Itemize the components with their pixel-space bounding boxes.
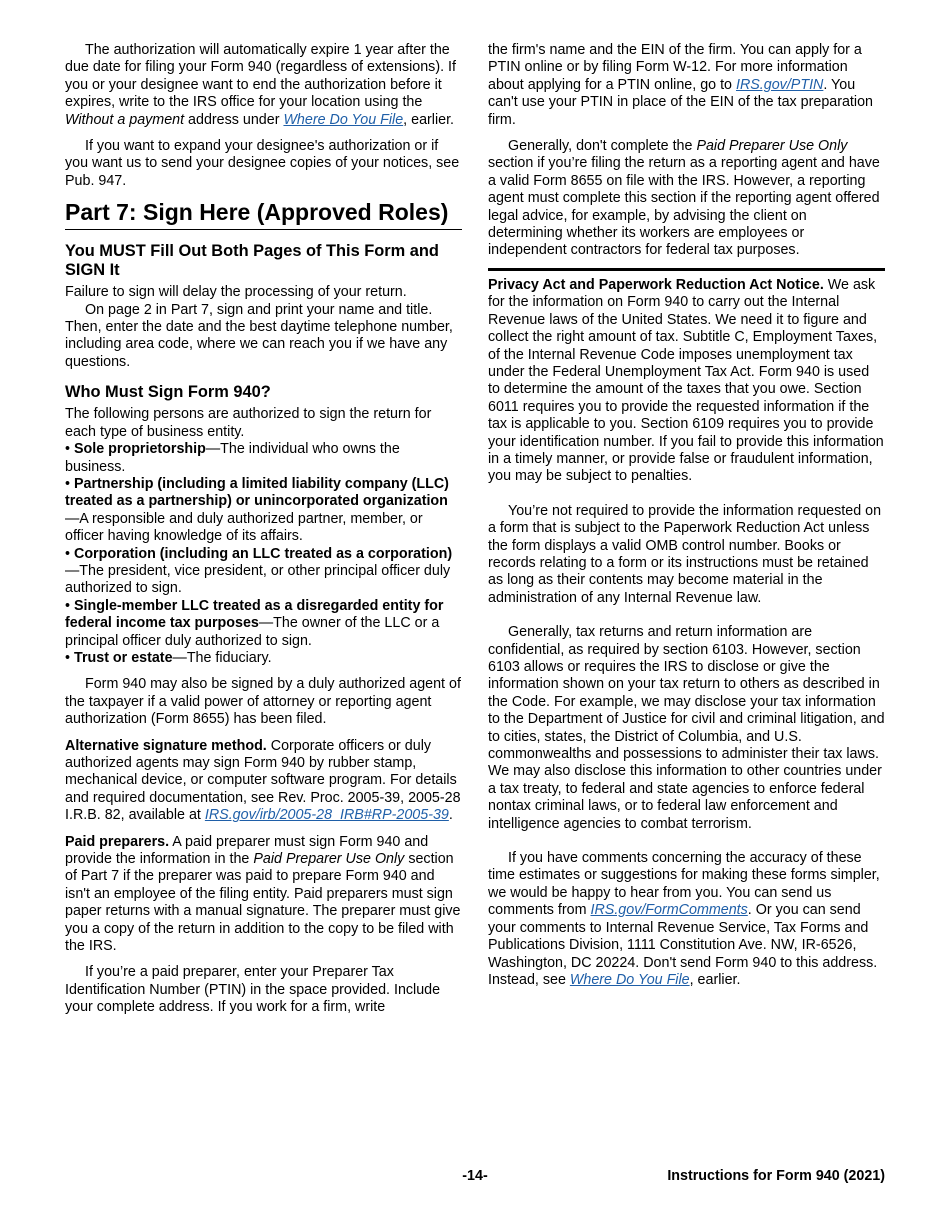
firm-ein-paragraph [488,42,885,129]
text-span: . Or you can send your comments to Internal Revenue Service, Tax Forms and Publications Division, 1111 Constitution Ave. NW, IR-6526, Washington, DC 20224. Don't send Form 940 to this address. Instead, see [488,902,878,988]
italic-text: Paid Preparer Use Only [696,138,848,155]
bullet-term: Sole proprietorship [74,441,206,458]
bullet-term: Trust or estate [74,649,173,666]
failure-to-sign-paragraph: Failure to sign will delay the processing of your return. [65,284,407,301]
text-span: Generally, don't complete the [508,138,697,155]
privacy-act-heading: Privacy Act and Paperwork Reduction Act Notice. [488,276,824,293]
paperwork-reduction-paragraph: You’re not required to provide the information requested on a form that is subject to the Paperwork Reduction Act unless the form displays a valid OMB control number. Books or records relating to a form or its instructions must be retained as long as their contents may become material in the administration of any Internal Revenue law. [488,502,882,606]
bullet-corporation [65,546,462,598]
paid-preparers-paragraph [65,834,462,956]
bullet-icon: • [65,441,71,458]
expand-authorization-paragraph: If you want to expand your designee's authorization or if you want us to send your designee copies of your notices, see Pub. 947. [65,138,460,189]
bullet-term: Single-member LLC treated as a disregarded entity for federal income tax purposes [65,597,444,632]
text-span: If you have comments concerning the accuracy of these time estimates or suggestions for making these forms simpler, we would be happy to hear from you. You can send us comments from [488,850,880,919]
alternative-signature-term: Alternative signature method. [65,737,267,754]
text-span: The authorization will automatically expire 1 year after the due date for filing your Form 940 (regardless of extensions). If you or your designee want to end the authorization before it expires, write to the IRS office for your location using the [65,42,456,111]
confidentiality-paragraph: Generally, tax returns and return information are confidential, as required by section 6103. However, section 6103 allows or requires the IRS to disclose or give the information shown on your tax return to others as described in the Code. For example, we may disclose your tax information to the Department of Justice for civil and criminal litigation, and to cities, states, the District of Columbia, and U.S. commonwealths and possessions to administer their tax laws. We may also disclose this information to other countries under a tax treaty, to federal and state agencies to enforce federal nontax criminal laws, or to federal law enforcement and intelligence agencies to combat terrorism. [488,624,885,832]
bullet-icon: • [65,649,71,666]
text-span: , earlier. [689,971,741,988]
authorized-agent-paragraph: Form 940 may also be signed by a duly authorized agent of the taxpayer if a valid power of attorney or reporting agent authorization (Form 8655) has been filed. [65,676,461,728]
text-span: We ask for the information on Form 940 to carry out the Internal Revenue laws of the United States. We need it to figure and collect the right amount of tax. Subtitle C, Employment Taxes, of the Internal Revenue Code imposes unemployment tax under the Federal Unemployment Tax Act. Form 940 is used to determine the amount of the taxes that you owe. Section 6011 requires you to provide the requested information if the tax is applicable to you. Section 6109 requires you to provide your identification number. If you fail to provide this information in a timely manner, or provide false or fraudulent information, you may be subject to penalties. [488,276,884,485]
bullet-text: —The president, vice president, or other principal officer duly authorized to sign. [65,562,451,597]
text-span: the firm's name and the EIN of the firm. You can apply for a PTIN online or by filing Form W-12. For more information about applying for a PTIN online, go to [488,42,862,93]
comments-paragraph [488,850,885,989]
bullet-text: —The individual who owns the business. [65,441,400,475]
italic-text: Without a payment [65,111,185,128]
footer-title: Instructions for Form 940 (2021) [667,1168,885,1184]
section-divider [488,268,885,271]
text-span: Corporate officers or duly authorized agents may sign Form 940 by rubber stamp, mechanical device, or computer software program. For details and required documentation, see Rev. Proc. 2005-39, 2005-28 I.R.B. 82, available at [65,737,461,824]
text-span: , earlier. [403,111,455,128]
bullet-text: —The owner of the LLC or a principal officer duly authorized to sign. [65,615,440,649]
bullet-text: —The fiduciary. [172,649,272,666]
reporting-agent-paragraph [488,138,885,260]
bullet-icon: • [65,597,71,614]
left-column [65,42,462,1017]
who-must-sign-heading: Who Must Sign Form 940? [65,383,271,402]
where-do-you-file-link[interactable]: Where Do You File [283,111,404,128]
authorization-expire-paragraph [65,42,462,129]
rev-proc-link[interactable]: IRS.gov/irb/2005-28_IRB#RP-2005-39 [204,807,449,824]
bullet-term: Corporation (including an LLC treated as a corporation) [74,545,453,562]
bullet-single-member-llc [65,598,462,650]
where-do-you-file-link[interactable]: Where Do You File [569,971,690,988]
authorized-persons-paragraph: The following persons are authorized to sign the return for each type of business entity. [65,406,432,440]
text-span: . You can't use your PTIN in place of the EIN of the tax preparation firm. [488,76,873,128]
privacy-act-paragraph [488,277,885,486]
alternative-signature-paragraph [65,738,462,825]
text-span: section of Part 7 if the preparer was paid to prepare Form 940 and isn't an employee of the filing entity. Paid preparers must sign paper returns with a manual signature. The preparer must give you a copy of the return in addition to the copy to be filed with the IRS. [65,851,461,955]
italic-text: Paid Preparer Use Only [253,851,405,868]
must-fill-heading: You MUST Fill Out Both Pages of This Form and SIGN It [65,242,439,280]
form-comments-link[interactable]: IRS.gov/FormComments [590,902,748,919]
paid-preparers-term: Paid preparers. [65,833,170,850]
bullet-term: Partnership (including a limited liability company (LLC) treated as a partnership) or unincorporated organization [65,475,449,510]
page-number: -14- [462,1168,488,1184]
bullet-icon: • [65,475,71,492]
ptin-link[interactable]: IRS.gov/PTIN [735,76,824,93]
bullet-sole-proprietorship [65,441,462,476]
right-column [488,42,885,989]
sign-instructions-paragraph: On page 2 in Part 7, sign and print your name and title. Then, enter the date and the best daytime telephone number, including area code, where we can reach you if we have any questions. [65,301,453,370]
text-span: A paid preparer must sign Form 940 and provide the information in the [65,833,429,868]
bullet-trust-or-estate [65,650,462,667]
bullet-text: —A responsible and duly authorized partner, member, or officer having knowledge of its affairs. [65,510,423,545]
bullet-icon: • [65,545,71,562]
text-span: section if you’re filing the return as a reporting agent and have a valid Form 8655 on file with the IRS. However, a reporting agent must complete this section if the reporting agent offered legal advice, for example, by advising the client on determining whether its workers are employees or independent contractors for federal tax purposes. [488,155,880,259]
part7-heading: Part 7: Sign Here (Approved Roles) [65,198,462,230]
text-span: address under [184,111,284,128]
ptin-paragraph: If you’re a paid preparer, enter your Preparer Tax Identification Number (PTIN) in the space provided. Include your complete address. If you work for a firm, write [65,964,441,1016]
bullet-partnership [65,476,462,546]
text-span: . [448,807,453,824]
page-footer [0,1168,950,1188]
